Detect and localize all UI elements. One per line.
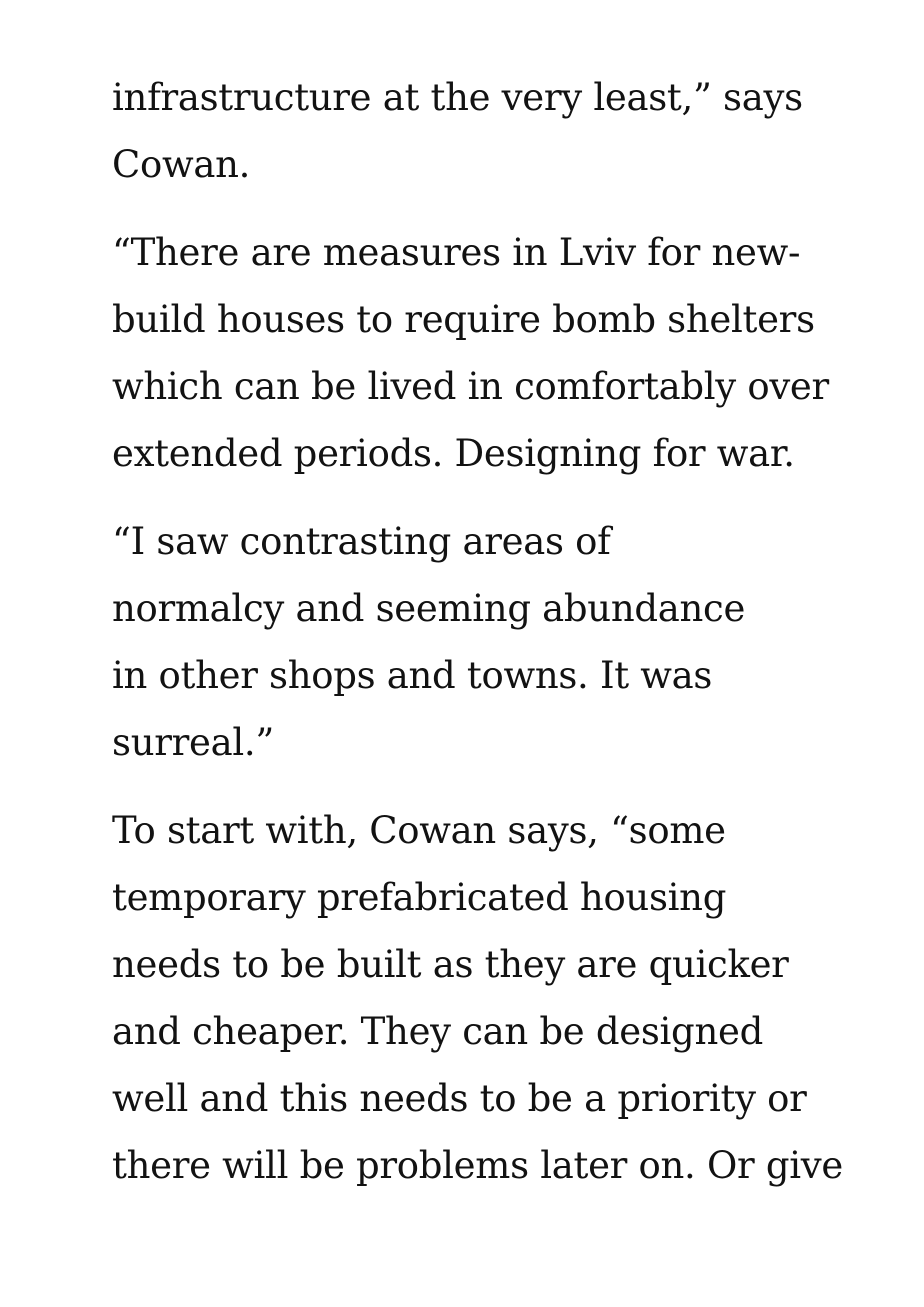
text-line: needs to be built as they are quicker xyxy=(112,943,789,986)
text-line: infrastructure at the very least,” says xyxy=(112,76,803,119)
text-line: extended periods. Designing for war. xyxy=(112,432,795,475)
text-line: which can be lived in comfortably over xyxy=(112,365,829,408)
paragraph xyxy=(112,508,832,776)
text-line: and cheaper. They can be designed xyxy=(112,1010,763,1053)
text-line: “There are measures in Lviv for new- xyxy=(112,231,801,274)
text-line: well and this needs to be a priority or xyxy=(112,1077,807,1120)
text-line: Cowan. xyxy=(112,143,251,186)
text-line: To start with, Cowan says, “some xyxy=(112,809,726,852)
paragraph xyxy=(112,797,843,1199)
text-line: build houses to require bomb shelters xyxy=(112,298,815,341)
text-line: in other shops and towns. It was xyxy=(112,654,713,697)
text-line: “I saw contrasting areas of xyxy=(112,520,611,563)
text-line: there will be problems later on. Or give xyxy=(112,1144,843,1187)
text-line: surreal.” xyxy=(112,721,274,764)
text-line: temporary prefabricated housing xyxy=(112,876,727,919)
paragraph xyxy=(112,64,832,198)
paragraph xyxy=(112,219,832,487)
article-body xyxy=(112,64,843,1220)
text-line: normalcy and seeming abundance xyxy=(112,587,746,630)
